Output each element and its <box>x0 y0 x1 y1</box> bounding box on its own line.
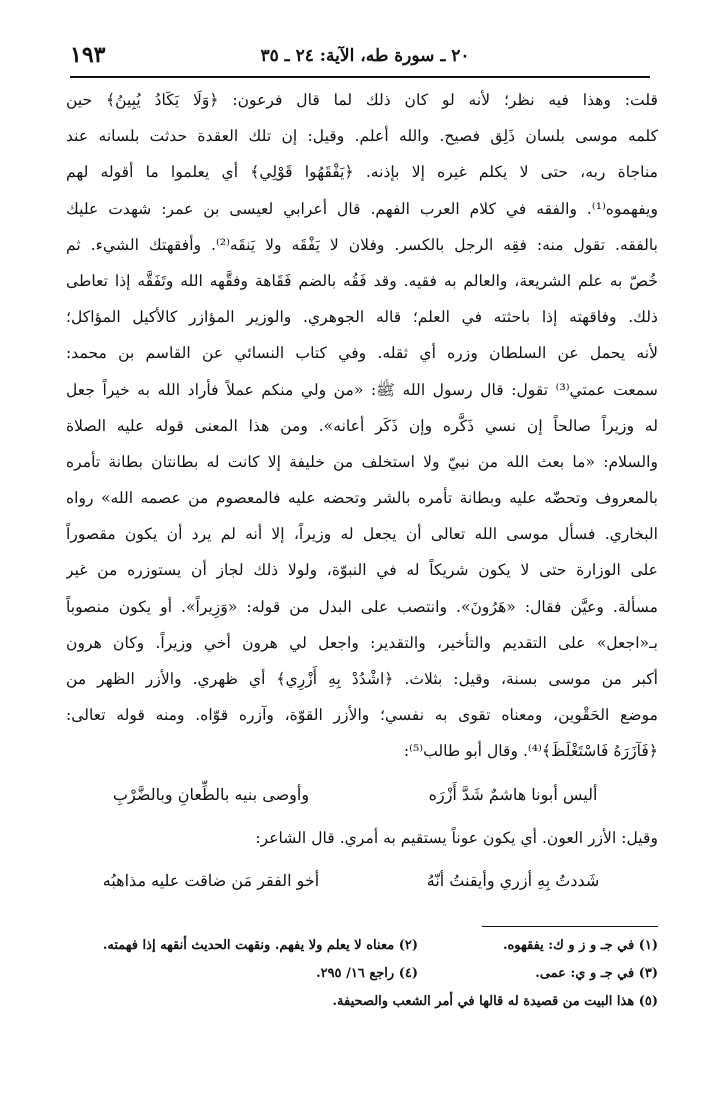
header-rule <box>70 76 650 78</box>
footnote: (٤) راجع ١٦/ ٢٩٥. <box>316 966 418 981</box>
running-title: ٢٠ ـ سورة طه، الآية: ٢٤ ـ ٣٥ <box>260 46 470 66</box>
main-text <box>66 82 658 906</box>
text-line: ﴿فَآزَرَهُ فَاسْتَغْلَظَ﴾⁽⁴⁾. وقال أبو طالب⁽⁵⁾: <box>403 742 658 761</box>
text-line: مسألة. وعيَّن فقال: «هَرُونَ». وانتصب على البدل من قوله: «وَزِيراً». أو يكون منصوباً <box>66 597 658 616</box>
footnote-row <box>66 932 658 960</box>
text-line: له وزيراً صالحاً إن نسي ذَكَّره وإن ذَكَر أعانه». ومن هذا المعنى قوله عليه الصلاة <box>66 416 658 435</box>
text-line: أكبر من موسى بسنة، وقيل: بثلاث. ﴿اشْدُدْ بِهِ أَزْرِي﴾ أي ظهري. والأزر الظهر من <box>66 670 658 688</box>
verse-first-hemistich: شَددتُ بِهِ أزري وأيقنتُ أنّهُ <box>426 870 600 890</box>
text-line: ذلك. وفاقهته إذا باحثته في العلم؛ قاله الجوهري. والوزير المؤازر كالأكيل المؤاكل؛ <box>66 308 658 327</box>
footnote-row <box>66 960 658 988</box>
text-line: ويفهموه⁽¹⁾. والفقه في كلام العرب الفهم. قال أعرابي لعيسى بن عمر: شهدت عليك <box>66 199 658 218</box>
footnote: (١) في جـ و ز و ك: يفقهوه. <box>502 938 658 953</box>
text-line: مناجاة ربه، حتى لا يكلم غيره إلا بإذنه. ﴿يَفْقَهُوا قَوْلِي﴾ أي يعلموا ما أقوله لهم <box>66 163 658 182</box>
footnote-rule <box>482 926 658 927</box>
footnote: (٥) هذا البيت من قصيدة له قالها في أمر الشعب والصحيفة. <box>332 994 658 1009</box>
text-line: بالمعروف وتحضّه عليه وبطانة تأمره بالشر وتحضه عليه فالمعصوم من عصمه الله» رواه <box>66 489 658 508</box>
footnote: (٣) في جـ و ي: عمى. <box>535 966 658 981</box>
page-header <box>70 40 660 76</box>
text-line: سمعت عمتي⁽³⁾ تقول: قال رسول الله ﷺ: «من ولي منكم عملاً فأراد الله به خيراً جعل <box>66 380 658 399</box>
text-line: البخاري. فسأل موسى الله تعالى أن يجعل له وزيراً، إلا أنه لم يرد أن يكون مقصوراً <box>66 525 658 544</box>
verse-second-hemistich: وأوصى بنيه بالطِّعانِ وبالضَّرْبِ <box>112 784 310 804</box>
text-line: كلمه موسى بلسان ذَلِق فصيح. والله أعلم. وقيل: إن تلك العقدة حدثت بلسانه عند <box>66 127 658 146</box>
verse-second-hemistich: أخو الفقر مَن ضاقت عليه مذاهبُه <box>102 870 320 890</box>
text-line: لأنه يحمل عن السلطان وزره أي ثقله. وفي كتاب النسائي عن القاسم بن محمد: <box>66 344 658 363</box>
poetry-verse <box>66 770 658 820</box>
footnote: (٢) معناه لا يعلم ولا يفهم. ونقهت الحديث أنقهه إذا فهمته. <box>102 938 418 953</box>
text-line: بالفقه. تقول منه: فقِه الرجل بالكسر. وفلان لا يَفْقَه ولا يَنقَه⁽²⁾. وأفقهتك الشيء. ثم <box>66 235 658 254</box>
footnote-row <box>66 988 658 1016</box>
poetry-verse <box>66 856 658 906</box>
text-line: موضع الحَقْوين، ومعناه تقوى به نفسي؛ والأزر القوّة، وآزره قوّاه. ومنه قوله تعالى: <box>66 706 658 725</box>
text-line: على الوزارة حتى لا يكون شريكاً له في النبوّة، ولولا ذلك لجاز أن يستوزره من غير <box>66 561 658 580</box>
text-line: والسلام: «ما بعث الله من نبيّ ولا استخلف من خليفة إلا كانت له بطانتان بطانة تأمره <box>66 452 658 471</box>
text-line: بـ«اجعل» على التقديم والتأخير، والتقدير: واجعل لي هرون أخي وزيراً. وكان هرون <box>66 633 658 652</box>
verse-first-hemistich: أليس أبونا هاشمٌ شَدَّ أَزْرَه <box>428 784 598 804</box>
page-number: ١٩٣ <box>70 42 106 68</box>
text-line: خُصّ به علم الشريعة، والعالم به فقيه. وقد فَقُه بالضم فَقَاهة وفقَّهه الله وتَفَقَّه إذا تعاطى <box>66 271 658 290</box>
text-line: وقيل: الأزر العون. أي يكون عوناً يستقيم به أمري. قال الشاعر: <box>255 828 658 847</box>
footnotes <box>66 932 658 1016</box>
text-line: قلت: وهذا فيه نظر؛ لأنه لو كان ذلك لما قال فرعون: ﴿وَلَا يَكَادُ يُبِينُ﴾ حين <box>66 91 658 109</box>
